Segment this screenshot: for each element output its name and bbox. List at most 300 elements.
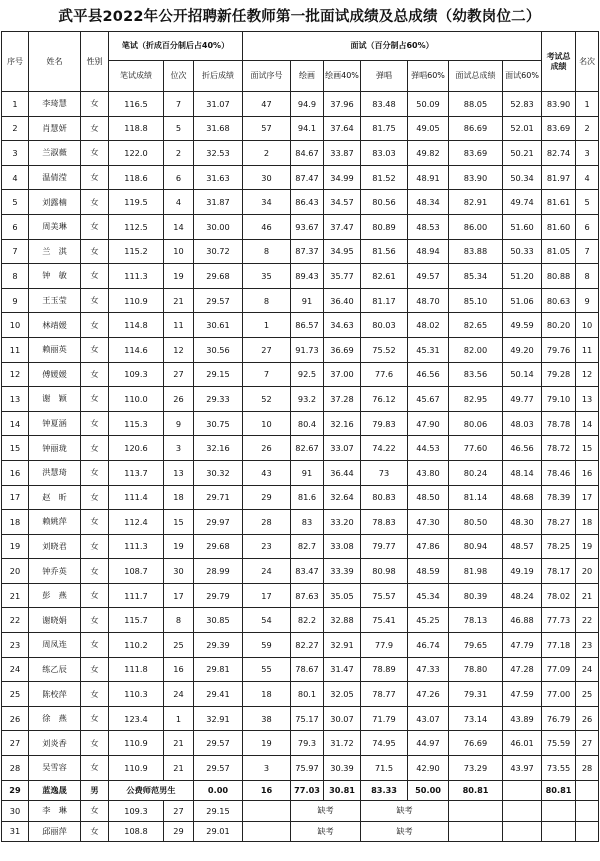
cell-sing60: 44.97 bbox=[408, 731, 449, 756]
cell-drawing40: 34.95 bbox=[324, 239, 361, 264]
cell-total: 81.61 bbox=[542, 190, 576, 215]
table-row bbox=[2, 387, 599, 412]
header-interview-total: 面试总成绩 bbox=[449, 61, 503, 92]
cell-interview60: 48.30 bbox=[503, 510, 542, 535]
cell-sing60: 50.00 bbox=[408, 780, 449, 801]
cell-interview60: 48.24 bbox=[503, 583, 542, 608]
cell-name: 谢 颖 bbox=[29, 387, 81, 412]
cell-written-score: 113.7 bbox=[109, 460, 164, 485]
cell-written-rank: 14 bbox=[164, 214, 194, 239]
header-total-text: 考试总成绩 bbox=[546, 51, 571, 71]
cell-drawing: 87.63 bbox=[291, 583, 324, 608]
cell-rank: 3 bbox=[576, 141, 599, 166]
table-row bbox=[2, 214, 599, 239]
header-written-group: 笔试（折成百分制后占40%） bbox=[109, 32, 243, 61]
header-total bbox=[542, 32, 576, 92]
cell-sing60: 46.74 bbox=[408, 633, 449, 658]
header-written-score: 笔试成绩 bbox=[109, 61, 164, 92]
cell-written-score: 111.4 bbox=[109, 485, 164, 510]
cell-name: 蓝逸晟 bbox=[29, 780, 81, 801]
cell-written-score: 123.4 bbox=[109, 706, 164, 731]
cell-note: 公费师范男生 bbox=[109, 780, 194, 801]
cell-converted: 29.79 bbox=[194, 583, 243, 608]
cell-converted: 29.71 bbox=[194, 485, 243, 510]
table-row bbox=[2, 485, 599, 510]
cell-gender: 女 bbox=[81, 731, 109, 756]
cell-written-score: 110.2 bbox=[109, 633, 164, 658]
cell-seq: 19 bbox=[2, 534, 29, 559]
cell-drawing: 91 bbox=[291, 288, 324, 313]
cell-interview-total: 80.94 bbox=[449, 534, 503, 559]
cell-written-rank: 30 bbox=[164, 559, 194, 584]
cell-drawing40: 32.05 bbox=[324, 682, 361, 707]
cell-converted: 29.15 bbox=[194, 362, 243, 387]
cell-interview60: 48.14 bbox=[503, 460, 542, 485]
cell-written-rank: 21 bbox=[164, 731, 194, 756]
cell-sing: 缺考 bbox=[361, 821, 449, 842]
cell-written-score: 111.3 bbox=[109, 264, 164, 289]
table-row bbox=[2, 510, 599, 535]
cell-name: 傅媛媛 bbox=[29, 362, 81, 387]
cell-seq: 5 bbox=[2, 190, 29, 215]
cell-rank bbox=[576, 801, 599, 822]
cell-drawing40: 36.69 bbox=[324, 337, 361, 362]
cell-interview-total: 83.90 bbox=[449, 165, 503, 190]
cell-interview-total: 83.56 bbox=[449, 362, 503, 387]
cell-gender: 女 bbox=[81, 756, 109, 781]
cell-converted: 30.75 bbox=[194, 411, 243, 436]
cell-sing: 80.98 bbox=[361, 559, 408, 584]
header-written-rank: 位次 bbox=[164, 61, 194, 92]
table-row bbox=[2, 288, 599, 313]
cell-drawing: 84.67 bbox=[291, 141, 324, 166]
cell-drawing40: 32.88 bbox=[324, 608, 361, 633]
cell-seq: 30 bbox=[2, 801, 29, 822]
table-row bbox=[2, 411, 599, 436]
cell-total: 79.10 bbox=[542, 387, 576, 412]
cell-written-score: 114.8 bbox=[109, 313, 164, 338]
cell-drawing: 82.67 bbox=[291, 436, 324, 461]
cell-gender: 女 bbox=[81, 313, 109, 338]
cell-total: 82.74 bbox=[542, 141, 576, 166]
cell-total: 77.73 bbox=[542, 608, 576, 633]
cell-rank: 5 bbox=[576, 190, 599, 215]
cell-written-rank: 12 bbox=[164, 337, 194, 362]
cell-gender: 女 bbox=[81, 559, 109, 584]
cell-gender: 女 bbox=[81, 436, 109, 461]
cell-gender: 女 bbox=[81, 411, 109, 436]
cell-interview60: 52.83 bbox=[503, 92, 542, 117]
cell-interview-total bbox=[449, 801, 503, 822]
cell-name: 赵 昕 bbox=[29, 485, 81, 510]
cell-written-rank: 3 bbox=[164, 436, 194, 461]
cell-name: 邱丽萍 bbox=[29, 821, 81, 842]
cell-interview-seq: 27 bbox=[243, 337, 291, 362]
header-sing: 弹唱 bbox=[361, 61, 408, 92]
cell-sing: 74.95 bbox=[361, 731, 408, 756]
cell-total: 80.81 bbox=[542, 780, 576, 801]
cell-sing: 75.57 bbox=[361, 583, 408, 608]
cell-drawing40: 34.57 bbox=[324, 190, 361, 215]
cell-converted: 30.85 bbox=[194, 608, 243, 633]
cell-seq: 21 bbox=[2, 583, 29, 608]
cell-interview-seq: 23 bbox=[243, 534, 291, 559]
cell-sing: 71.79 bbox=[361, 706, 408, 731]
cell-drawing40: 32.16 bbox=[324, 411, 361, 436]
cell-interview-total: 76.69 bbox=[449, 731, 503, 756]
cell-gender: 女 bbox=[81, 821, 109, 842]
cell-converted: 32.16 bbox=[194, 436, 243, 461]
cell-interview60: 51.06 bbox=[503, 288, 542, 313]
cell-drawing40: 37.47 bbox=[324, 214, 361, 239]
cell-interview60: 46.88 bbox=[503, 608, 542, 633]
cell-interview-seq: 54 bbox=[243, 608, 291, 633]
cell-name: 周凤连 bbox=[29, 633, 81, 658]
cell-total: 79.76 bbox=[542, 337, 576, 362]
cell-interview-total: 79.31 bbox=[449, 682, 503, 707]
cell-drawing40: 31.72 bbox=[324, 731, 361, 756]
table-row bbox=[2, 141, 599, 166]
cell-total: 79.28 bbox=[542, 362, 576, 387]
cell-gender: 女 bbox=[81, 239, 109, 264]
cell-interview60: 48.03 bbox=[503, 411, 542, 436]
cell-drawing: 91 bbox=[291, 460, 324, 485]
cell-sing: 78.89 bbox=[361, 657, 408, 682]
cell-written-score: 112.5 bbox=[109, 214, 164, 239]
cell-rank: 15 bbox=[576, 436, 599, 461]
cell-interview60 bbox=[503, 821, 542, 842]
cell-rank: 28 bbox=[576, 756, 599, 781]
cell-interview-seq: 1 bbox=[243, 313, 291, 338]
cell-drawing: 78.67 bbox=[291, 657, 324, 682]
cell-converted: 30.56 bbox=[194, 337, 243, 362]
cell-interview-seq: 8 bbox=[243, 239, 291, 264]
cell-written-score: 118.6 bbox=[109, 165, 164, 190]
cell-sing60: 50.09 bbox=[408, 92, 449, 117]
cell-rank: 16 bbox=[576, 460, 599, 485]
cell-drawing: 75.97 bbox=[291, 756, 324, 781]
cell-written-score: 114.6 bbox=[109, 337, 164, 362]
cell-name: 谢晓娟 bbox=[29, 608, 81, 633]
cell-seq: 25 bbox=[2, 682, 29, 707]
cell-written-score: 108.7 bbox=[109, 559, 164, 584]
cell-interview60: 43.89 bbox=[503, 706, 542, 731]
cell-sing60: 49.82 bbox=[408, 141, 449, 166]
cell-rank: 26 bbox=[576, 706, 599, 731]
cell-drawing: 82.7 bbox=[291, 534, 324, 559]
cell-seq: 31 bbox=[2, 821, 29, 842]
cell-converted: 32.53 bbox=[194, 141, 243, 166]
cell-sing: 77.6 bbox=[361, 362, 408, 387]
cell-name: 林靖媛 bbox=[29, 313, 81, 338]
cell-name: 赖姚萍 bbox=[29, 510, 81, 535]
cell-total: 78.39 bbox=[542, 485, 576, 510]
table-row bbox=[2, 460, 599, 485]
cell-name: 兰淑薇 bbox=[29, 141, 81, 166]
table-row bbox=[2, 559, 599, 584]
header-interview-group: 面试（百分制占60%） bbox=[243, 32, 542, 61]
cell-converted: 28.99 bbox=[194, 559, 243, 584]
cell-interview-total: 85.34 bbox=[449, 264, 503, 289]
cell-drawing40: 33.39 bbox=[324, 559, 361, 584]
cell-interview-seq: 19 bbox=[243, 731, 291, 756]
cell-drawing40: 30.39 bbox=[324, 756, 361, 781]
table-row-absent bbox=[2, 821, 599, 842]
cell-drawing40: 32.91 bbox=[324, 633, 361, 658]
cell-converted: 29.57 bbox=[194, 731, 243, 756]
cell-written-rank: 27 bbox=[164, 801, 194, 822]
cell-total: 80.88 bbox=[542, 264, 576, 289]
cell-written-rank: 5 bbox=[164, 116, 194, 141]
cell-interview-total: 73.29 bbox=[449, 756, 503, 781]
cell-rank: 21 bbox=[576, 583, 599, 608]
table-row bbox=[2, 116, 599, 141]
cell-sing60: 45.67 bbox=[408, 387, 449, 412]
cell-sing60: 44.53 bbox=[408, 436, 449, 461]
cell-interview-total bbox=[449, 821, 503, 842]
cell-sing60: 48.34 bbox=[408, 190, 449, 215]
cell-written-score: 109.3 bbox=[109, 362, 164, 387]
cell-interview-seq: 2 bbox=[243, 141, 291, 166]
cell-total: 77.18 bbox=[542, 633, 576, 658]
cell-sing60: 45.31 bbox=[408, 337, 449, 362]
cell-rank: 10 bbox=[576, 313, 599, 338]
cell-interview-total: 82.00 bbox=[449, 337, 503, 362]
cell-gender: 女 bbox=[81, 460, 109, 485]
cell-drawing40: 37.96 bbox=[324, 92, 361, 117]
cell-written-rank: 29 bbox=[164, 821, 194, 842]
cell-drawing: 86.57 bbox=[291, 313, 324, 338]
cell-interview-seq: 30 bbox=[243, 165, 291, 190]
header-rank: 名次 bbox=[576, 32, 599, 92]
cell-written-rank: 17 bbox=[164, 583, 194, 608]
cell-converted: 29.41 bbox=[194, 682, 243, 707]
cell-drawing: 94.1 bbox=[291, 116, 324, 141]
cell-written-score: 116.5 bbox=[109, 92, 164, 117]
cell-rank: 23 bbox=[576, 633, 599, 658]
cell-total: 75.59 bbox=[542, 731, 576, 756]
cell-total: 76.79 bbox=[542, 706, 576, 731]
cell-interview-seq: 29 bbox=[243, 485, 291, 510]
cell-sing60: 48.70 bbox=[408, 288, 449, 313]
cell-seq: 26 bbox=[2, 706, 29, 731]
cell-interview60: 46.56 bbox=[503, 436, 542, 461]
table-row bbox=[2, 239, 599, 264]
cell-sing60: 46.56 bbox=[408, 362, 449, 387]
cell-written-score: 110.0 bbox=[109, 387, 164, 412]
cell-drawing40: 35.77 bbox=[324, 264, 361, 289]
cell-written-score: 109.3 bbox=[109, 801, 164, 822]
cell-gender: 女 bbox=[81, 534, 109, 559]
results-sheet bbox=[1, 3, 598, 842]
cell-converted: 30.72 bbox=[194, 239, 243, 264]
cell-interview-seq: 28 bbox=[243, 510, 291, 535]
cell-drawing: 75.17 bbox=[291, 706, 324, 731]
cell-converted: 30.32 bbox=[194, 460, 243, 485]
cell-sing: 81.17 bbox=[361, 288, 408, 313]
cell-sing: 80.83 bbox=[361, 485, 408, 510]
cell-drawing: 89.43 bbox=[291, 264, 324, 289]
header-interview60: 面试60% bbox=[503, 61, 542, 92]
table-body bbox=[2, 92, 599, 842]
cell-written-score: 111.3 bbox=[109, 534, 164, 559]
table-row bbox=[2, 362, 599, 387]
cell-drawing: 94.9 bbox=[291, 92, 324, 117]
cell-rank: 1 bbox=[576, 92, 599, 117]
cell-interview60: 47.79 bbox=[503, 633, 542, 658]
cell-seq: 6 bbox=[2, 214, 29, 239]
cell-sing60: 48.94 bbox=[408, 239, 449, 264]
cell-interview-seq: 55 bbox=[243, 657, 291, 682]
cell-converted: 29.68 bbox=[194, 534, 243, 559]
cell-interview60 bbox=[503, 801, 542, 822]
cell-gender: 女 bbox=[81, 485, 109, 510]
cell-interview-total: 73.14 bbox=[449, 706, 503, 731]
cell-drawing: 87.47 bbox=[291, 165, 324, 190]
cell-written-rank: 4 bbox=[164, 190, 194, 215]
cell-written-rank: 2 bbox=[164, 141, 194, 166]
cell-interview60: 52.01 bbox=[503, 116, 542, 141]
cell-drawing40: 30.81 bbox=[324, 780, 361, 801]
cell-total: 77.00 bbox=[542, 682, 576, 707]
cell-sing60: 43.80 bbox=[408, 460, 449, 485]
cell-sing60: 48.59 bbox=[408, 559, 449, 584]
cell-drawing40: 34.99 bbox=[324, 165, 361, 190]
header-interview-seq: 面试序号 bbox=[243, 61, 291, 92]
cell-written-rank: 6 bbox=[164, 165, 194, 190]
cell-drawing: 79.3 bbox=[291, 731, 324, 756]
cell-written-score: 115.3 bbox=[109, 411, 164, 436]
cell-name: 李 琳 bbox=[29, 801, 81, 822]
cell-total: 78.46 bbox=[542, 460, 576, 485]
cell-interview-total: 85.10 bbox=[449, 288, 503, 313]
cell-total: 81.60 bbox=[542, 214, 576, 239]
cell-sing60: 42.90 bbox=[408, 756, 449, 781]
cell-written-rank: 15 bbox=[164, 510, 194, 535]
cell-gender: 女 bbox=[81, 92, 109, 117]
cell-drawing40: 31.47 bbox=[324, 657, 361, 682]
table-row bbox=[2, 756, 599, 781]
cell-rank: 4 bbox=[576, 165, 599, 190]
cell-converted: 29.97 bbox=[194, 510, 243, 535]
cell-drawing: 80.1 bbox=[291, 682, 324, 707]
cell-total: 78.72 bbox=[542, 436, 576, 461]
cell-gender: 男 bbox=[81, 780, 109, 801]
cell-interview-seq: 43 bbox=[243, 460, 291, 485]
cell-seq: 3 bbox=[2, 141, 29, 166]
cell-interview60: 49.59 bbox=[503, 313, 542, 338]
cell-interview-seq: 34 bbox=[243, 190, 291, 215]
cell-written-score: 112.4 bbox=[109, 510, 164, 535]
cell-written-score: 110.9 bbox=[109, 288, 164, 313]
cell-interview60: 47.59 bbox=[503, 682, 542, 707]
cell-interview60: 48.57 bbox=[503, 534, 542, 559]
cell-drawing: 83.47 bbox=[291, 559, 324, 584]
cell-written-score: 110.9 bbox=[109, 756, 164, 781]
cell-name: 钟 敏 bbox=[29, 264, 81, 289]
cell-name: 钟丽珑 bbox=[29, 436, 81, 461]
cell-gender: 女 bbox=[81, 214, 109, 239]
cell-sing60: 45.25 bbox=[408, 608, 449, 633]
cell-rank: 2 bbox=[576, 116, 599, 141]
cell-rank bbox=[576, 780, 599, 801]
cell-sing: 79.83 bbox=[361, 411, 408, 436]
header-drawing: 绘画 bbox=[291, 61, 324, 92]
header-name: 姓名 bbox=[29, 32, 81, 92]
cell-gender: 女 bbox=[81, 337, 109, 362]
cell-interview-total: 86.00 bbox=[449, 214, 503, 239]
cell-sing60: 49.05 bbox=[408, 116, 449, 141]
cell-seq: 2 bbox=[2, 116, 29, 141]
cell-interview-total: 77.60 bbox=[449, 436, 503, 461]
cell-interview-seq: 7 bbox=[243, 362, 291, 387]
cell-name: 练乙辰 bbox=[29, 657, 81, 682]
cell-sing: 83.03 bbox=[361, 141, 408, 166]
cell-drawing40: 37.00 bbox=[324, 362, 361, 387]
cell-interview-seq: 3 bbox=[243, 756, 291, 781]
header-converted: 折后成绩 bbox=[194, 61, 243, 92]
cell-name: 兰 淇 bbox=[29, 239, 81, 264]
cell-interview-total: 83.88 bbox=[449, 239, 503, 264]
cell-sing60: 47.90 bbox=[408, 411, 449, 436]
cell-sing: 81.75 bbox=[361, 116, 408, 141]
cell-gender: 女 bbox=[81, 583, 109, 608]
cell-converted: 31.07 bbox=[194, 92, 243, 117]
cell-gender: 女 bbox=[81, 633, 109, 658]
cell-interview60: 49.77 bbox=[503, 387, 542, 412]
cell-gender: 女 bbox=[81, 657, 109, 682]
cell-name: 温倩滢 bbox=[29, 165, 81, 190]
cell-total: 77.09 bbox=[542, 657, 576, 682]
cell-drawing40: 32.64 bbox=[324, 485, 361, 510]
cell-written-rank: 13 bbox=[164, 460, 194, 485]
cell-sing: 82.61 bbox=[361, 264, 408, 289]
cell-rank: 19 bbox=[576, 534, 599, 559]
cell-sing: 81.52 bbox=[361, 165, 408, 190]
cell-name: 刘露楠 bbox=[29, 190, 81, 215]
table-row bbox=[2, 337, 599, 362]
cell-total: 78.78 bbox=[542, 411, 576, 436]
cell-sing60: 47.30 bbox=[408, 510, 449, 535]
cell-interview60: 46.01 bbox=[503, 731, 542, 756]
cell-drawing40: 30.07 bbox=[324, 706, 361, 731]
cell-drawing: 81.6 bbox=[291, 485, 324, 510]
cell-converted: 30.00 bbox=[194, 214, 243, 239]
cell-interview-seq bbox=[243, 821, 291, 842]
cell-drawing: 82.27 bbox=[291, 633, 324, 658]
cell-written-rank: 9 bbox=[164, 411, 194, 436]
cell-name: 刘炎香 bbox=[29, 731, 81, 756]
cell-gender: 女 bbox=[81, 165, 109, 190]
cell-converted: 30.61 bbox=[194, 313, 243, 338]
cell-seq: 1 bbox=[2, 92, 29, 117]
cell-interview60: 50.34 bbox=[503, 165, 542, 190]
cell-interview60: 49.19 bbox=[503, 559, 542, 584]
cell-name: 周美琳 bbox=[29, 214, 81, 239]
cell-drawing: 缺考 bbox=[291, 801, 361, 822]
cell-sing: 78.83 bbox=[361, 510, 408, 535]
cell-converted: 29.57 bbox=[194, 288, 243, 313]
cell-interview-seq: 38 bbox=[243, 706, 291, 731]
table-row bbox=[2, 190, 599, 215]
cell-written-rank: 24 bbox=[164, 682, 194, 707]
cell-gender: 女 bbox=[81, 190, 109, 215]
cell-converted: 0.00 bbox=[194, 780, 243, 801]
table-row bbox=[2, 436, 599, 461]
cell-interview60: 49.74 bbox=[503, 190, 542, 215]
cell-sing: 71.5 bbox=[361, 756, 408, 781]
cell-gender: 女 bbox=[81, 264, 109, 289]
